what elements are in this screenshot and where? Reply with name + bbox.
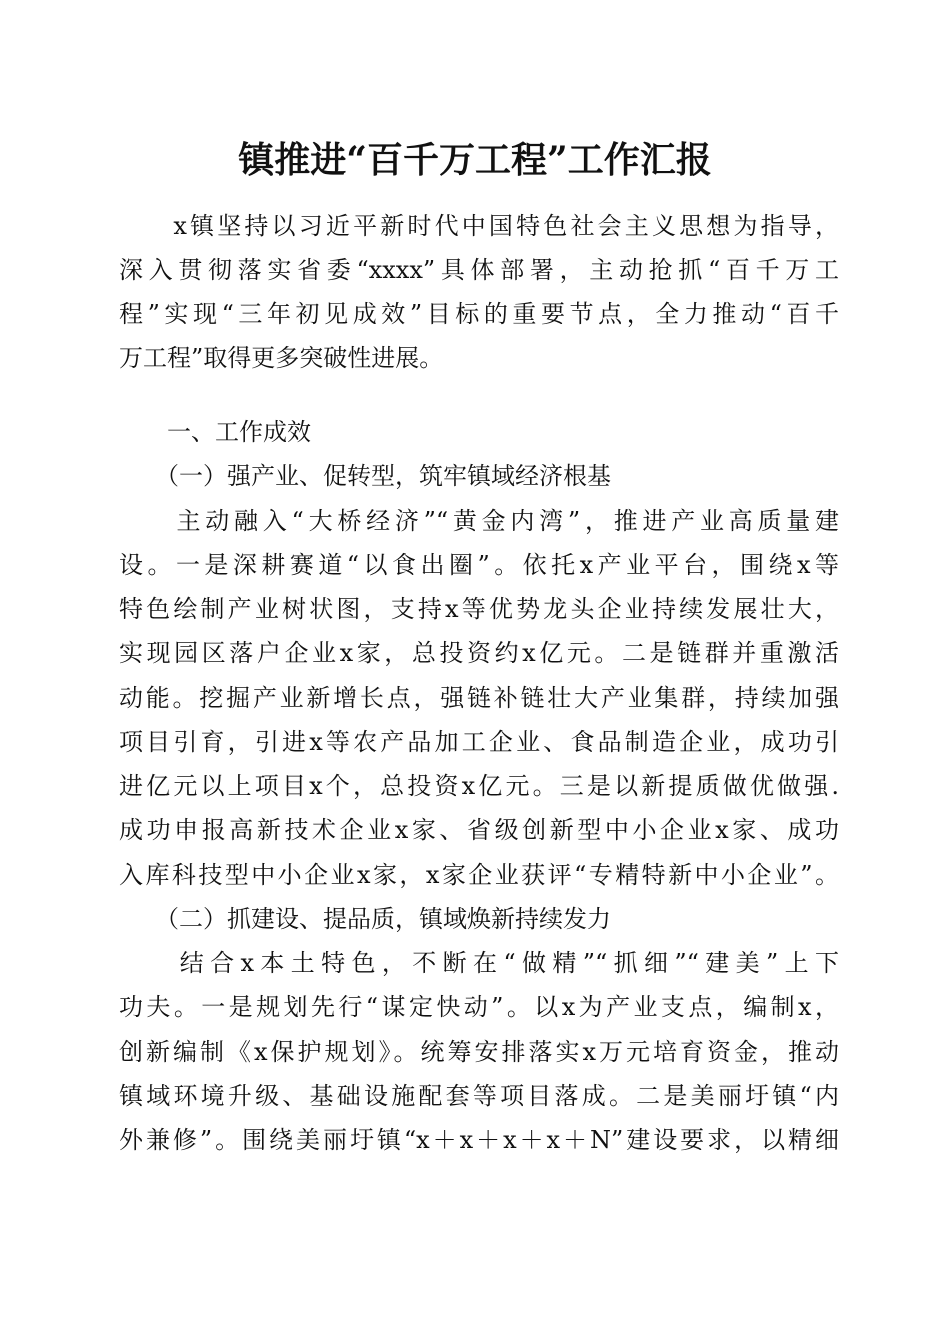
sub2-line-1: 结合x本土特色，不断在“做精”“抓细”“建美”上下	[119, 949, 839, 977]
intro-line-2: 深入贯彻落实省委“xxxx”具体部署，主动抢抓“百千万工	[119, 256, 839, 284]
sub1-line-4: 实现园区落户企业x家，总投资约x亿元。二是链群并重激活	[119, 639, 839, 667]
section-heading-work-results: 一、工作成效	[119, 418, 311, 446]
sub1-line-1: 主动融入“大桥经济”“黄金内湾”，推进产业高质量建	[119, 507, 839, 535]
intro-line-1: x镇坚持以习近平新时代中国特色社会主义思想为指导，	[119, 212, 839, 240]
sub1-line-7: 进亿元以上项目x个，总投资x亿元。三是以新提质做优做强.	[119, 772, 839, 800]
document-title: 镇推进“百千万工程”工作汇报	[238, 139, 712, 181]
subsection-heading-2: （二）抓建设、提品质，镇域焕新持续发力	[119, 905, 611, 933]
intro-line-4: 万工程”取得更多突破性进展。	[119, 344, 444, 372]
sub2-line-2: 功夫。一是规划先行“谋定快动”。以x为产业支点，编制x，	[119, 993, 839, 1021]
intro-line-3: 程”实现“三年初见成效”目标的重要节点，全力推动“百千	[119, 300, 839, 328]
subsection-heading-1: （一）强产业、促转型，筑牢镇域经济根基	[119, 462, 611, 490]
sub2-line-4: 镇域环境升级、基础设施配套等项目落成。二是美丽圩镇“内	[119, 1082, 839, 1110]
sub2-line-3: 创新编制《x保护规划》。统筹安排落实x万元培育资金，推动	[119, 1038, 839, 1066]
sub1-line-2: 设。一是深耕赛道“以食出圈”。依托x产业平台，围绕x等	[119, 551, 839, 579]
sub1-line-3: 特色绘制产业树状图，支持x等优势龙头企业持续发展壮大，	[119, 595, 839, 623]
sub1-line-9: 入库科技型中小企业x家，x家企业获评“专精特新中小企业”。	[119, 861, 839, 889]
sub2-line-5: 外兼修”。围绕美丽圩镇“x＋x＋x＋x＋N”建设要求，以精细	[119, 1126, 839, 1154]
sub1-line-8: 成功申报高新技术企业x家、省级创新型中小企业x家、成功	[119, 816, 839, 844]
sub1-line-6: 项目引育，引进x等农产品加工企业、食品制造企业，成功引	[119, 728, 839, 756]
sub1-line-5: 动能。挖掘产业新增长点，强链补链壮大产业集群，持续加强	[119, 684, 839, 712]
